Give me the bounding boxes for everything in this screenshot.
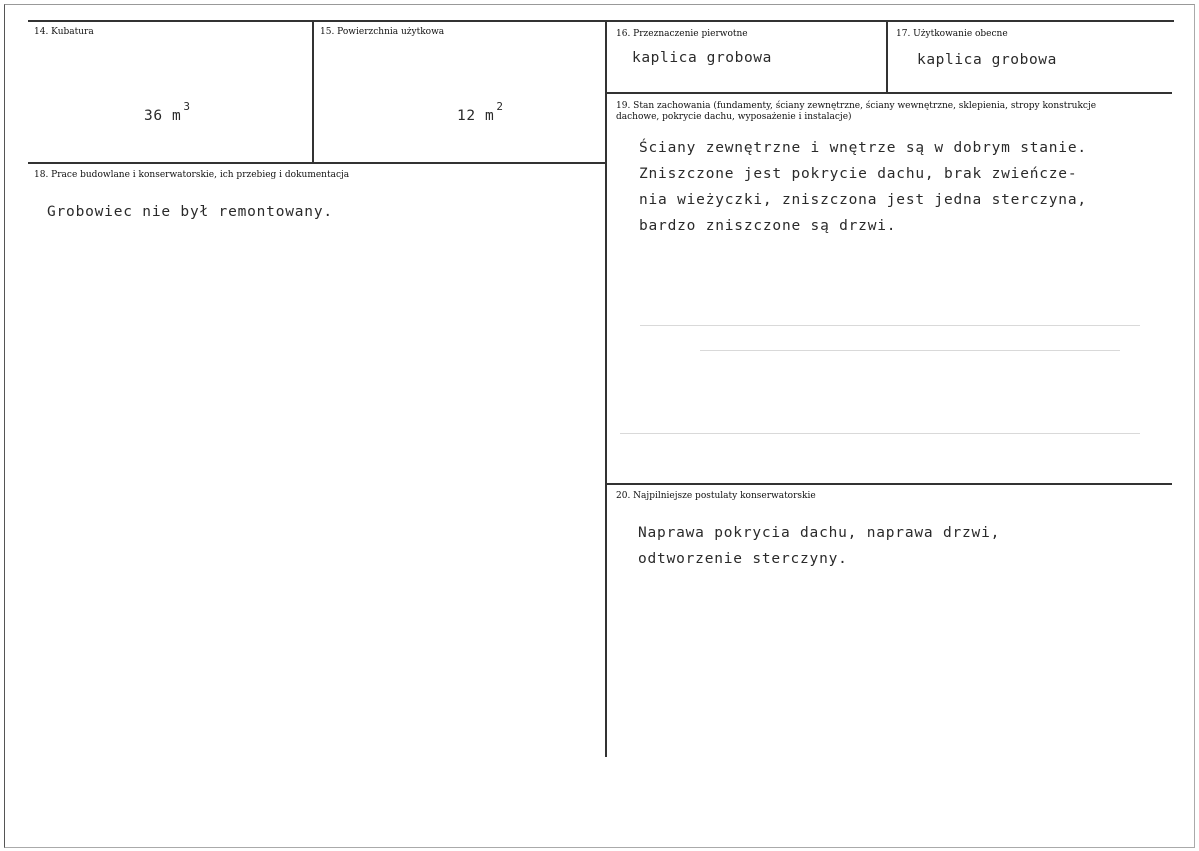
field-19-line: Ściany zewnętrzne i wnętrze są w dobrym stanie. [639, 140, 1087, 156]
rule-under-16-17 [607, 92, 1172, 94]
record-card-page [4, 4, 1195, 848]
scan-artifact-line [700, 350, 1120, 351]
field-14-number: 36 m [144, 107, 182, 124]
rule-under-14-15 [28, 162, 606, 164]
field-19-line: nia wieżyczki, zniszczona jest jedna sterczyna, [639, 192, 1087, 208]
field-20-label: 20. Najpilniejsze postulaty konserwatorskie [616, 491, 816, 501]
field-14-value [144, 100, 191, 124]
field-15-number: 12 m [457, 107, 495, 124]
rule-above-20 [607, 483, 1172, 485]
field-15-label: 15. Powierzchnia użytkowa [320, 27, 445, 37]
field-19-line: bardzo zniszczone są drzwi. [639, 218, 897, 234]
scan-artifact-line [620, 433, 1140, 434]
field-15-exponent: 2 [496, 100, 504, 113]
divider-16-17 [886, 20, 888, 93]
divider-15-16 [605, 20, 607, 757]
divider-14-15 [312, 20, 314, 162]
field-20-text [638, 520, 1000, 572]
field-16-label: 16. Przeznaczenie pierwotne [616, 29, 748, 39]
field-19-label: 19. Stan zachowania (fundamenty, ściany zewnętrzne, ściany wewnętrzne, sklepienia, stropy konstrukcje dachowe, pokrycie dachu, wyposażenie i instalacje) [616, 101, 1097, 122]
field-18-line: Grobowiec nie był remontowany. [47, 204, 333, 220]
field-16-value: kaplica grobowa [632, 50, 772, 66]
field-14-label: 14. Kubatura [34, 27, 94, 37]
field-19-line: Zniszczone jest pokrycie dachu, brak zwieńcze- [639, 166, 1078, 182]
field-19-text [639, 135, 1087, 239]
field-14-exponent: 3 [183, 100, 191, 113]
field-15-value [457, 100, 504, 124]
field-18-label: 18. Prace budowlane i konserwatorskie, ich przebieg i dokumentacja [34, 170, 350, 180]
top-rule [28, 20, 1174, 22]
scan-artifact-line [640, 325, 1140, 326]
field-20-line: Naprawa pokrycia dachu, naprawa drzwi, [638, 525, 1001, 541]
field-17-label: 17. Użytkowanie obecne [896, 29, 1008, 39]
field-20-line: odtworzenie sterczyny. [638, 551, 848, 567]
field-17-value: kaplica grobowa [917, 52, 1057, 68]
field-18-text [47, 199, 333, 225]
